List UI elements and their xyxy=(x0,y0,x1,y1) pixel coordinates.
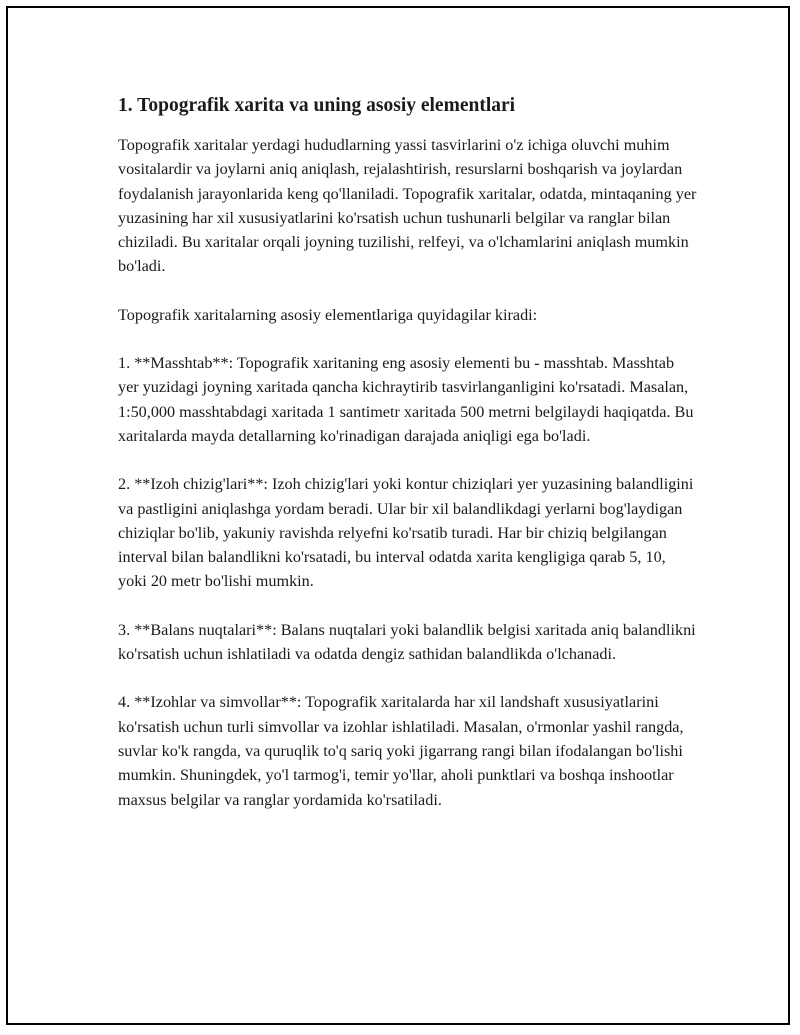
masshtab-paragraph: 1. **Masshtab**: Topografik xaritaning eng asosiy elementi bu - masshtab. Masshtab yer yuzidagi joyning xaritada qancha kichraytirib tasvirlanganligini ko'rsatadi. Masalan, 1:50,000 masshtabdagi xaritada 1 santimetr xaritada 500 metrni belgilaydi haqiqatda. Bu xaritalarda mayda detallarning ko'rinadigan darajada aniqligi ega bo'ladi. xyxy=(118,354,694,445)
izohlar-simvollar-paragraph: 4. **Izohlar va simvollar**: Topografik xaritalarda har xil landshaft xususiyatlarini ko'rsatish uchun turli simvollar va izohlar ishlatiladi. Masalan, o'rmonlar yashil rangda, suvlar ko'k rangda, va quruqlik to'q sariq yoki jigarrang rangi bilan ifodalangan bo'lishi mumkin. Shuningdek, yo'l tarmog'i, temir yo'llar, aholi punktlari va boshqa inshootlar maxsus belgilar va ranglar yordamida ko'rsatiladi. xyxy=(118,693,684,809)
balans-nuqtalari-paragraph: 3. **Balans nuqtalari**: Balans nuqtalari yoki balandlik belgisi xaritada aniq balandlikni ko'rsatish uchun ishlatiladi va odatda dengiz sathidan balandlikda o'lchanadi. xyxy=(118,620,696,664)
section-heading: 1. Topografik xarita va uning asosiy elementlari xyxy=(118,95,516,116)
document-body xyxy=(118,94,698,836)
izoh-chiziqlari-paragraph: 2. **Izoh chizig'lari**: Izoh chizig'lari yoki kontur chiziqlari yer yuzasining balandligini va pastligini aniqlashga yordam beradi. Ular bir xil balandlikdagi yerlarni bog'laydigan chiziqlar bo'lib, yakuniy ravishda relyefni ko'rsatib turadi. Har bir chiziq belgilangan interval bilan balandlikni ko'rsatadi, bu interval odatda xarita kengligiga qarab 5, 10, yoki 20 metr bo'lishi mumkin. xyxy=(118,475,694,591)
intro-paragraph: Topografik xaritalar yerdagi hududlarning yassi tasvirlarini o'z ichiga oluvchi muhim vositalardir va joylarni aniq aniqlash, rejalashtirish, resurslarni boshqarish va joylardan foydalanish jarayonlarida keng qo'llaniladi. Topografik xaritalar, odatda, mintaqaning yer yuzasining har xil xususiyatlarini ko'rsatish uchun tushunarli belgilar va ranglar bilan chiziladi. Bu xaritalar orqali joyning tuzilishi, relfeyi, va o'lchamlarini aniqlash mumkin bo'ladi. xyxy=(118,136,697,276)
elements-intro-paragraph: Topografik xaritalarning asosiy elementlariga quyidagilar kiradi: xyxy=(118,305,538,324)
